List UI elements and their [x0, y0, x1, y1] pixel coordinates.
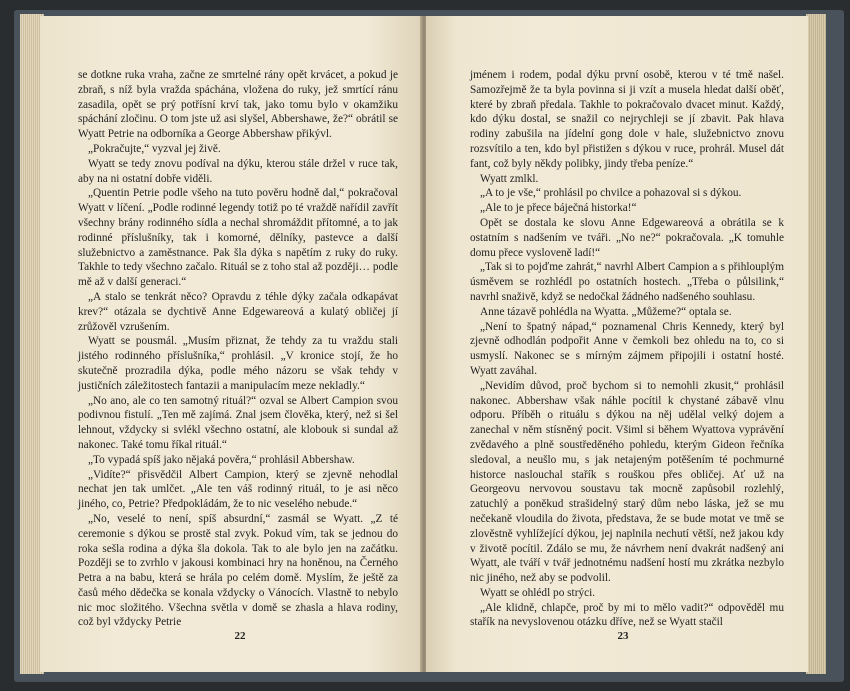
paragraph: „No ano, ale co ten samotný rituál?“ ozval se Albert Campion svou podivnou fistulí. „Ten mě zajímá. Znal jsem člověka, který, než si šel lehnout, vždycky si svlékl všechno ostatní, ale klobouk si sundal až nakonec. Také tomu říkal rituál.“ [78, 394, 398, 451]
page-number: 22 [234, 630, 246, 642]
paragraph: „Quentin Petrie podle všeho na tuto pověru hodně dal,“ pokračoval Wyatt v líčení. „Podle rodinné legendy totiž po té vraždě nařídil zavřít všechny brány rodinného sídla a nechal shromáždit přítomné, a to jak rodinné příslušníky, tak i komorné, dělníky, pastevce a další služebnictvo a zaměstnance. Pak šla dýka s napětím z ruky do ruky. Takhle to tedy všechno začalo. Rituál se z toho stal až později… podle mě až v další generaci.“ [78, 187, 398, 289]
paragraph: „Není to špatný nápad,“ poznamenal Chris Kennedy, který byl zjevně odhodlán podpořit Anne v čemkoli bez ohledu na to, co si usmyslí. Nakonec se s mírným zájmem připojili i ostatní hosté. Wyatt zaváhal. [470, 320, 784, 377]
left-page [40, 16, 424, 672]
paragraph: Wyatt se pousmál. „Musím přiznat, že tehdy za tu vraždu stali jistého rodinného příslušníka,“ prohlásil. „V kronice stojí, že ho skutečně prozradila dýka, podle mého názoru se však tehdy v justičních záležitostech fantazii a manipulacím meze nekladly.“ [78, 335, 398, 392]
right-page-body [470, 68, 784, 630]
page-number: 23 [617, 630, 629, 642]
paragraph: „Ale klidně, chlapče, proč by mi to mělo vadit?“ odpověděl mu stařík na nevyslovenou otázku dříve, než se Wyatt stačil [470, 601, 784, 629]
paragraph: „A stalo se tenkrát něco? Opravdu z téhle dýky začala odkapávat krev?“ otázala se dychtivě Anne Edgewareová a kulatý obličej jí zrůžověl vzrušením. [78, 290, 398, 333]
paragraph: Wyatt se tedy znovu podíval na dýku, kterou stále držel v ruce tak, aby na ni ostatní dobře viděli. [78, 157, 398, 185]
paragraph: Wyatt zmlkl. [480, 172, 539, 185]
left-page-body [78, 68, 398, 630]
paragraph: jménem i rodem, podal dýku první osobě, kterou v té tmě našel. Samozřejmě že ta byla povinna si ji vzít a musela hledat další oběť, které by zbraň předala. Takhle to pokračovalo dvacet minut. Každý, kdo dýku dostal, se snažil co nejrychleji se jí zbavit. Pak hlava rodiny zabušila na jídelní gong dole v hale, služebnictvo znovu rozsvítilo a ten, kdo byl přistižen s dýkou v ruce, prohrál. Musel dát fant, což byly někdy polibky, jindy třeba peníze.“ [470, 69, 784, 170]
paragraph: „No, veselé to není, spíš absurdní,“ zasmál se Wyatt. „Z té ceremonie s dýkou se prostě stal zvyk. Pokud vím, tak se jednou do roka sešla rodina a dýka šla dokola. Tak to ale bylo jen na začátku. Později se to zvrhlo v jakousi kombinaci hry na honěnou, na Černého Petra a na babu, která se hrála po celém domě. Myslím, že ještě za časů mého dědečka se konala vždycky o Vánocích. Vlastně to nebylo nic moc složitého. Všechna světla v domě se zhasla a hlava rodiny, což byl vždycky Petrie [78, 512, 398, 629]
paragraph: „Nevidím důvod, proč bychom si to nemohli zkusit,“ prohlásil nakonec. Abbershaw však náhle pocítil k chystané zábavě vlnu odporu. Příběh o rituálu s dýkou na něj udělal velký dojem a zanechal v něm stísněný pocit. Všiml si během Wyattova vyprávění zvědavého a plně soustředěného pohledu, kterým Gideon řečníka sledoval, a neušlo mu, s jak netajeným potěšením té pochmurné historce naslouchal stařík s rouškou přes obličej. Ať už na Georgeovu nervovou soustavu tak mocně zapůsobil rozlehlý, zatuchlý a poněkud strašidelný starý dům nebo láska, jež se mu nečekaně vloudila do života, představa, že se bude motat ve tmě se zlověstně vyhlížející dýkou, jej naplnila nechutí větší, než jakou kdy v životě pocítil. Zdálo se mu, že návrhem není dvakrát nadšený ani Wyatt, ale tváří v tvář jednotnému nadšení hostí mu zkrátka nezbylo nic jiného, než aby se podvolil. [470, 379, 784, 585]
paragraph: „A to je vše,“ prohlásil po chvilce a pohazoval si s dýkou. [480, 187, 742, 200]
right-page [426, 16, 808, 672]
paragraph: Opět se dostala ke slovu Anne Edgewareová a obrátila se k ostatním s nadšením ve tváři. „No ne?“ pokračovala. „K tomuhle domu přece vysloveně ladí!“ [470, 216, 784, 259]
paragraph: „To vypadá spíš jako nějaká pověra,“ prohlásil Abbershaw. [88, 453, 355, 466]
paragraph: „Tak si to pojďme zahrát,“ navrhl Albert Campion a s přihlouplým úsměvem se rozhlédl po ostatních hostech. „Třeba o půlsilink,“ navrhl snaživě, když se nedočkal žádného nadšeného souhlasu. [470, 261, 784, 303]
paragraph: se dotkne ruka vraha, začne ze smrtelné rány opět krvácet, a pokud je zbraň, s níž byla vražda spáchána, vložena do ruky, jež smrtící ránu zasadila, opět se prý potřísní krví tak, jako tomu bylo v okamžiku spáchání zločinu. O tom jste už asi slyšel, Abbershawe, že?“ obrátil se Wyatt Petrie na odborníka a George Abbershaw přikývl. [78, 69, 398, 141]
paragraph: Anne tázavě pohlédla na Wyatta. „Můžeme?“ optala se. [480, 305, 732, 318]
paragraph: Wyatt se ohlédl po strýci. [480, 586, 596, 599]
page-edges-right [806, 14, 826, 674]
paragraph: „Vidíte?“ přisvědčil Albert Campion, který se zjevně nehodlal nechat jen tak umlčet. „Ale ten váš rodinný rituál, to je asi něco jiného, co, Petrie? Předpokládám, že to nic veselého nebude.“ [78, 468, 398, 511]
paragraph: „Pokračujte,“ vyzval jej živě. [88, 142, 221, 155]
paragraph: „Ale to je přece báječná historka!“ [480, 202, 637, 215]
